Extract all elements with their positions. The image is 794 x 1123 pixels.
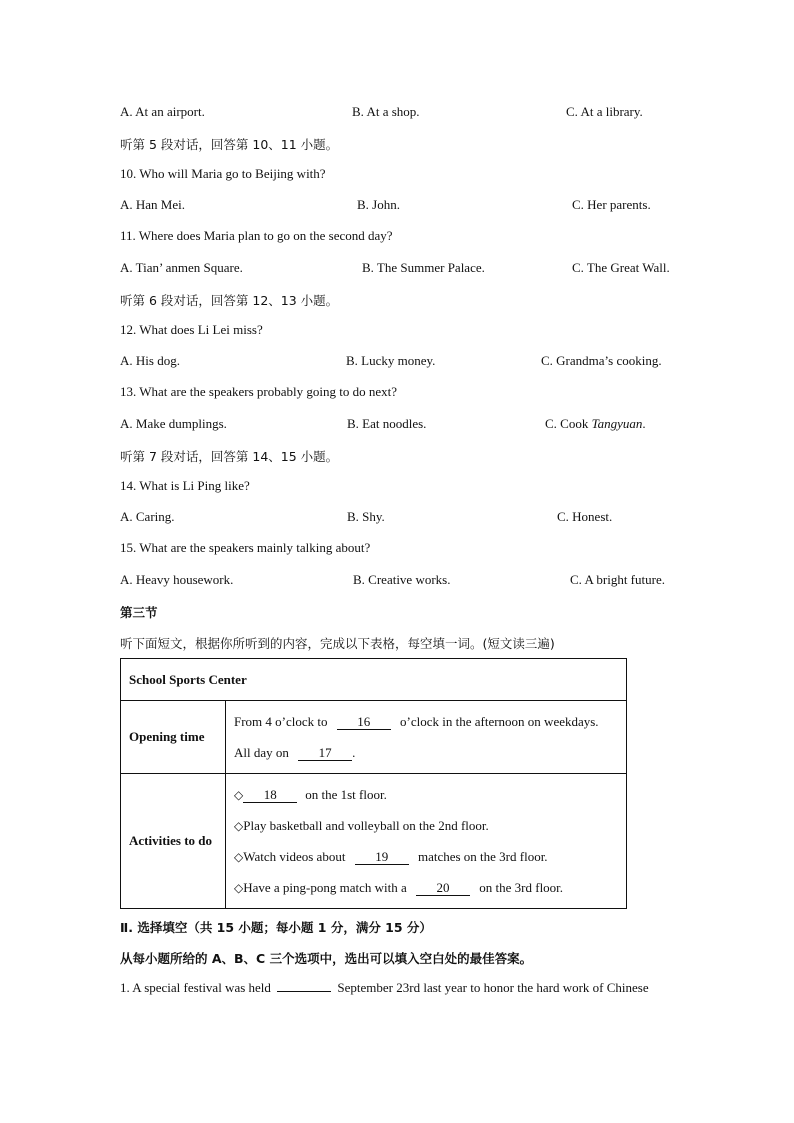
opening-line2-text-b: .	[352, 745, 356, 760]
blank-20: 20	[416, 881, 470, 896]
activities-cell	[226, 774, 627, 909]
opening-time-label: Opening time	[121, 701, 226, 774]
opening-time-cell	[226, 701, 627, 774]
q11-option-b: B. The Summer Palace.	[362, 260, 485, 275]
activity-4-text-b: on the 3rd floor.	[479, 880, 564, 895]
q13-option-c-italic: Tangyuan	[591, 416, 643, 431]
q12-option-b: B. Lucky money.	[346, 353, 436, 368]
q10-option-b: B. John.	[357, 197, 400, 212]
q9-option-a: A. At an airport.	[120, 104, 205, 119]
opening-line1-text-a: From 4 o’clock to	[234, 714, 328, 729]
table-title: School Sports Center	[121, 659, 627, 701]
q11-option-a: A. Tian’ anmen Square.	[120, 260, 243, 275]
q11-stem: 11. Where does Maria plan to go on the second day?	[120, 228, 393, 243]
q13-option-c-end: .	[642, 416, 646, 431]
blank-16: 16	[337, 715, 391, 730]
q15-option-c: C. A bright future.	[570, 572, 665, 587]
activity-3-text-a: Watch videos about	[243, 849, 346, 864]
part-3-title: 第三节	[120, 605, 158, 620]
activity-2-text: Play basketball and volleyball on the 2nd floor.	[243, 818, 489, 833]
q15-option-a: A. Heavy housework.	[120, 572, 234, 587]
activity-3	[234, 841, 618, 872]
activities-label: Activities to do	[121, 774, 226, 909]
part-3-instruction: 听下面短文，根据你所听到的内容，完成以下表格，每空填一词。(短文读三遍)	[120, 636, 555, 651]
diamond-bullet-icon: ◇	[234, 850, 244, 864]
q10-stem: 10. Who will Maria go to Beijing with?	[120, 166, 326, 181]
q14-stem: 14. What is Li Ping like?	[120, 478, 250, 493]
diamond-bullet-icon: ◇	[234, 788, 244, 802]
blank-17: 17	[298, 746, 352, 761]
q10-option-c: C. Her parents.	[572, 197, 651, 212]
part-2-title: Ⅱ. 选择填空（共 15 小题；每小题 1 分，满分 15 分）	[120, 920, 432, 935]
sports-center-table	[120, 658, 627, 909]
q14-option-a: A. Caring.	[120, 509, 175, 524]
q13-option-c-text: C. Cook	[545, 416, 592, 431]
opening-line1-text-b: o’clock in the afternoon on weekdays.	[400, 714, 599, 729]
opening-time-line-1	[234, 706, 618, 737]
opening-line2-text-a: All day on	[234, 745, 289, 760]
q1-stem-text-a: 1. A special festival was held	[120, 980, 271, 995]
q13-option-b: B. Eat noodles.	[347, 416, 427, 431]
blank-19: 19	[355, 850, 409, 865]
activity-3-text-b: matches on the 3rd floor.	[417, 849, 548, 864]
q1-blank	[277, 991, 331, 992]
activity-1	[234, 779, 618, 810]
activity-4	[234, 872, 618, 903]
part-2-instruction: 从每小题所给的 A、B、C 三个选项中，选出可以填入空白处的最佳答案。	[120, 951, 533, 966]
q1-stem-text-b: September 23rd last year to honor the hard work of Chinese	[337, 980, 649, 995]
q13-option-c	[545, 416, 646, 432]
q14-option-c: C. Honest.	[557, 509, 613, 524]
q12-option-c: C. Grandma’s cooking.	[541, 353, 662, 368]
q15-stem: 15. What are the speakers mainly talking about?	[120, 540, 371, 555]
diamond-bullet-icon: ◇	[234, 819, 244, 833]
q12-option-a: A. His dog.	[120, 353, 180, 368]
q13-option-a: A. Make dumplings.	[120, 416, 227, 431]
q1-stem	[120, 980, 649, 996]
q10-option-a: A. Han Mei.	[120, 197, 185, 212]
q12-stem: 12. What does Li Lei miss?	[120, 322, 263, 337]
activity-2	[234, 810, 618, 841]
opening-time-line-2	[234, 737, 618, 768]
q11-option-c: C. The Great Wall.	[572, 260, 670, 275]
section-7-instruction: 听第 7 段对话，回答第 14、15 小题。	[120, 449, 339, 464]
q9-option-b: B. At a shop.	[352, 104, 420, 119]
q14-option-b: B. Shy.	[347, 509, 385, 524]
activity-4-text-a: Have a ping-pong match with a	[243, 880, 407, 895]
q15-option-b: B. Creative works.	[353, 572, 451, 587]
section-6-instruction: 听第 6 段对话，回答第 12、13 小题。	[120, 293, 339, 308]
q13-stem: 13. What are the speakers probably going to do next?	[120, 384, 398, 399]
diamond-bullet-icon: ◇	[234, 881, 244, 895]
q9-option-c: C. At a library.	[566, 104, 643, 119]
section-5-instruction: 听第 5 段对话，回答第 10、11 小题。	[120, 137, 339, 152]
blank-18: 18	[243, 788, 297, 803]
activity-1-text: on the 1st floor.	[305, 787, 387, 802]
